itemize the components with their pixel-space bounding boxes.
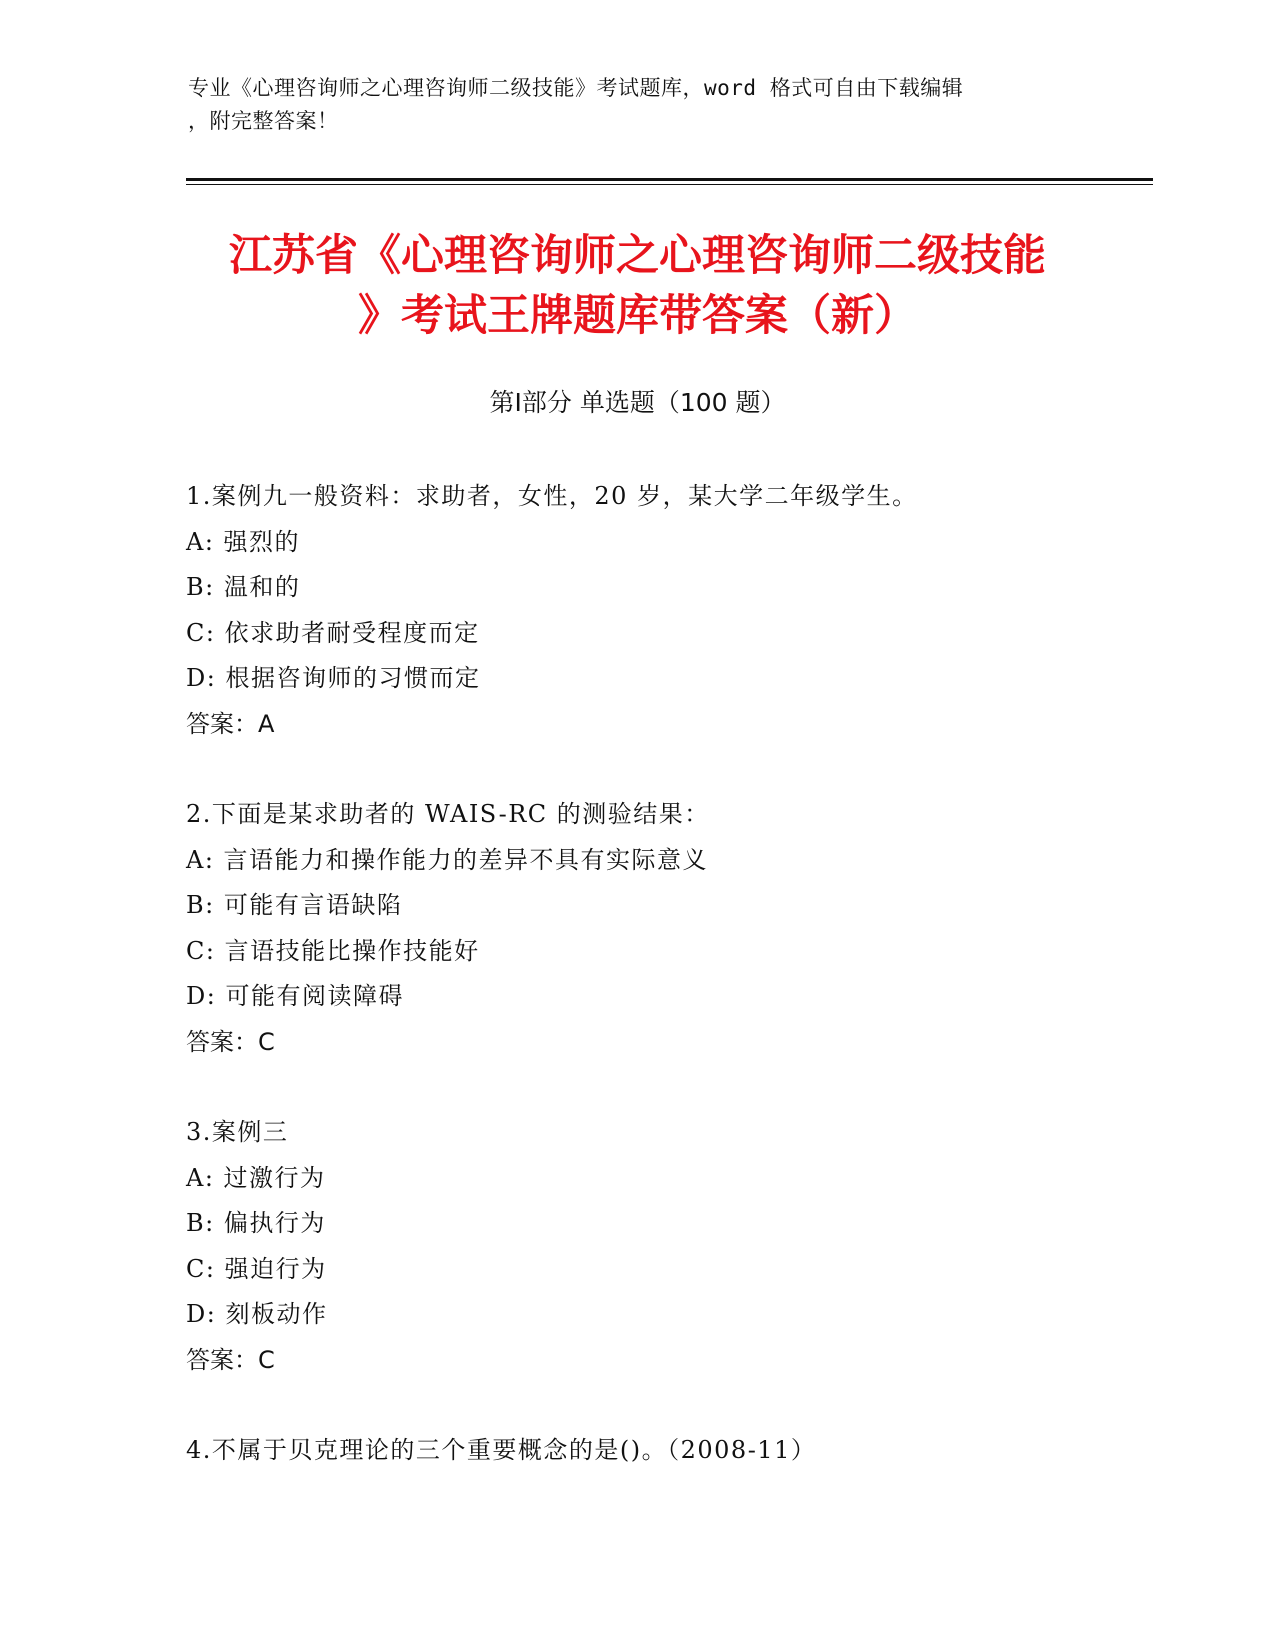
header-note-line1: 专业《心理咨询师之心理咨询师二级技能》考试题库，word 格式可自由下载编辑	[188, 76, 964, 100]
question-spacer	[186, 1065, 1166, 1110]
question-list	[186, 474, 1166, 1474]
option-a: A: 强烈的	[186, 527, 301, 556]
question-stem: 1.案例九一般资料：求助者，女性，20 岁，某大学二年级学生。	[186, 482, 918, 510]
question-stem: 2.下面是某求助者的 WAIS-RC 的测验结果：	[186, 800, 710, 828]
header-note-line2: ，附完整答案！	[188, 109, 339, 133]
question-spacer	[186, 1383, 1166, 1428]
question-answer: 答案：A	[186, 709, 275, 738]
option-c: C: 依求助者耐受程度而定	[186, 618, 480, 647]
question-3	[186, 1110, 1166, 1383]
document-title-line1: 江苏省《心理咨询师之心理咨询师二级技能	[229, 231, 1046, 281]
option-b: B: 偏执行为	[186, 1209, 326, 1237]
option-c: C: 言语技能比操作技能好	[186, 936, 480, 965]
option-a: A: 过激行为	[186, 1163, 326, 1192]
option-d: D: 刻板动作	[186, 1300, 328, 1328]
option-a: A: 言语能力和操作能力的差异不具有实际意义	[186, 845, 709, 874]
header-note	[188, 72, 1068, 138]
document-title	[160, 226, 1115, 346]
question-answer: 答案：C	[186, 1345, 275, 1374]
question-stem: 4.不属于贝克理论的三个重要概念的是()。（2008-11）	[186, 1436, 817, 1464]
option-d: D: 可能有阅读障碍	[186, 982, 404, 1010]
question-spacer	[186, 747, 1166, 792]
question-1	[186, 474, 1166, 747]
section-title: 第Ⅰ部分 单选题（100 题）	[489, 388, 786, 417]
question-2	[186, 792, 1166, 1065]
header-rule-thick	[186, 178, 1153, 181]
question-answer: 答案：C	[186, 1027, 275, 1056]
option-b: B: 可能有言语缺陷	[186, 891, 403, 919]
question-4	[186, 1428, 1166, 1474]
document-title-line2: 》考试王牌题库带答案（新）	[358, 291, 917, 341]
question-stem: 3.案例三	[186, 1118, 289, 1146]
option-b: B: 温和的	[186, 573, 301, 601]
header-rule-thin	[186, 184, 1153, 185]
option-d: D: 根据咨询师的习惯而定	[186, 664, 481, 692]
option-c: C: 强迫行为	[186, 1254, 327, 1283]
